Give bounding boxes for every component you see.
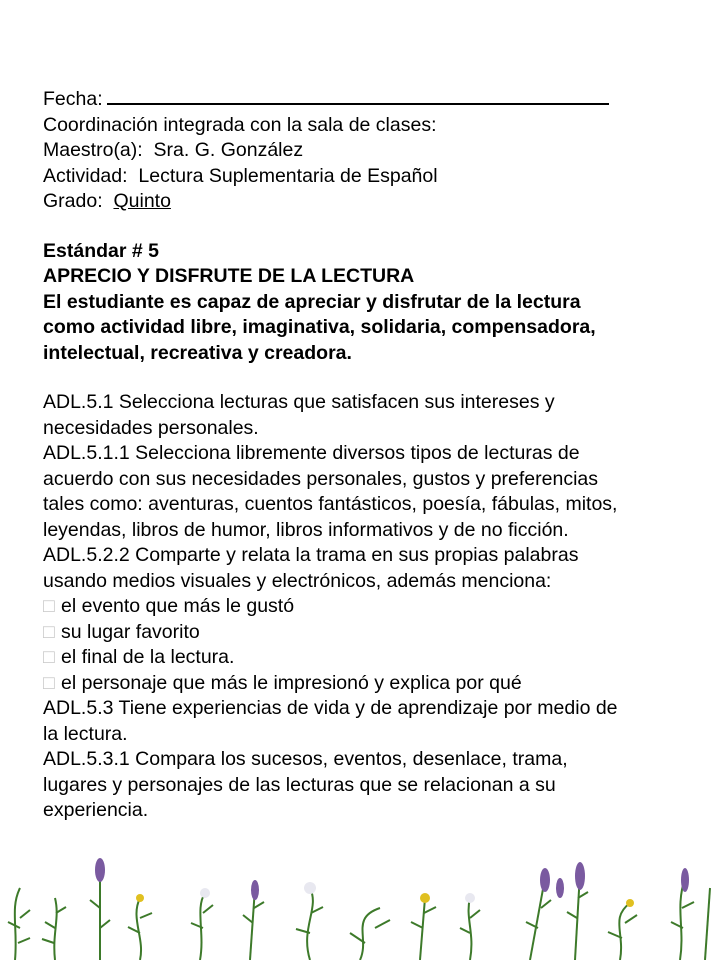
fecha-blank <box>107 86 609 105</box>
body-line: lugares y personajes de las lecturas que se relacionan a su <box>43 773 556 796</box>
maestro-value: Sra. G. González <box>153 139 304 161</box>
bullet-item <box>43 620 703 646</box>
bullet-icon: □ <box>43 595 55 617</box>
spacer <box>43 366 703 390</box>
bullet-icon: □ <box>43 620 55 643</box>
bullet-icon: □ <box>43 646 55 668</box>
document-page <box>43 86 703 824</box>
fecha-line <box>43 86 703 113</box>
grado-label: Grado: <box>43 190 103 212</box>
actividad-label: Actividad: <box>43 164 128 187</box>
maestro-label: Maestro(a): <box>43 139 143 161</box>
body-line: ADL.5.2.2 Comparte y relata la trama en sus propias palabras <box>43 544 579 566</box>
fecha-label: Fecha: <box>43 88 103 110</box>
bullet-text: el personaje que más le impresionó y explica por qué <box>61 671 522 694</box>
maestro-line <box>43 138 703 164</box>
body-line: necesidades personales. <box>43 416 259 439</box>
bullet-item <box>43 594 703 620</box>
grado-line <box>43 189 703 215</box>
standard-number: Estándar # 5 <box>43 239 159 262</box>
spacer <box>43 215 703 239</box>
actividad-value: Lectura Suplementaria de Español <box>138 164 438 187</box>
standard-title: APRECIO Y DISFRUTE DE LA LECTURA <box>43 265 415 287</box>
standard-desc-line: intelectual, recreativa y creadora. <box>43 341 352 364</box>
bullet-item <box>43 645 703 671</box>
body-line: ADL.5.1.1 Selecciona libremente diversos tipos de lecturas de <box>43 442 580 464</box>
bullet-icon: □ <box>43 671 55 694</box>
body-line: la lectura. <box>43 722 128 745</box>
coordinacion-line: Coordinación integrada con la sala de clases: <box>43 113 437 136</box>
body-line: ADL.5.1 Selecciona lecturas que satisfacen sus intereses y <box>43 391 555 413</box>
body-line: usando medios visuales y electrónicos, además menciona: <box>43 569 552 592</box>
standard-desc-line: El estudiante es capaz de apreciar y disfrutar de la lectura <box>43 290 581 313</box>
wildflower-border-icon <box>0 848 720 960</box>
grado-value: Quinto <box>113 190 171 212</box>
bullet-item <box>43 671 703 697</box>
body-line: acuerdo con sus necesidades personales, gustos y preferencias <box>43 467 598 490</box>
actividad-line <box>43 164 703 190</box>
body-line: tales como: aventuras, cuentos fantásticos, poesía, fábulas, mitos, <box>43 493 618 515</box>
bullet-text: el evento que más le gustó <box>61 595 295 617</box>
standard-desc-line: como actividad libre, imaginativa, solidaria, compensadora, <box>43 316 596 338</box>
bullet-text: el final de la lectura. <box>61 646 235 668</box>
body-line: ADL.5.3.1 Compara los sucesos, eventos, desenlace, trama, <box>43 748 568 770</box>
body-line: ADL.5.3 Tiene experiencias de vida y de aprendizaje por medio de <box>43 697 618 719</box>
body-line: leyendas, libros de humor, libros informativos y de no ficción. <box>43 518 569 541</box>
bullet-text: su lugar favorito <box>61 620 200 643</box>
body-line: experiencia. <box>43 799 149 821</box>
